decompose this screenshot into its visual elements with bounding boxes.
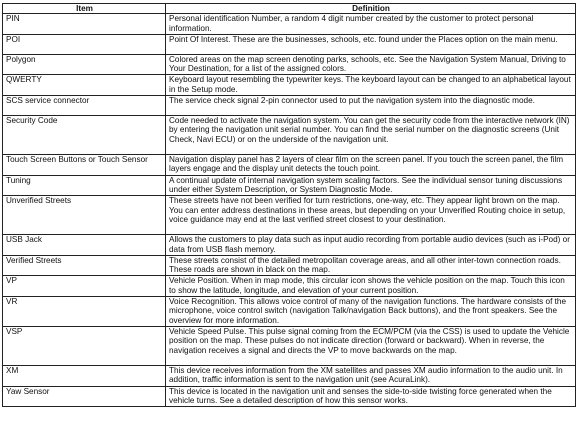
table-row: [3, 235, 576, 256]
definition-cell: These streets consist of the detailed metropolitan coverage areas, and all other inter-town connection roads. These roads are shown in black on the map.: [166, 255, 576, 276]
definition-cell: Personal identification Number, a random 4 digit number created by the customer to protect personal information.: [166, 14, 576, 35]
table-row: [3, 34, 576, 54]
item-cell: Verified Streets: [3, 255, 166, 276]
item-cell: QWERTY: [3, 75, 166, 96]
definition-cell: A continual update of internal navigation system scaling factors. See the individual sensor tuning discussions under either System Description, or System Diagnostic Mode.: [166, 175, 576, 196]
definition-cell: Keyboard layout resembling the typewriter keys. The keyboard layout can be changed to an alphabetical layout in the Setup mode.: [166, 75, 576, 96]
table-row: [3, 365, 576, 386]
item-cell: XM: [3, 365, 166, 386]
glossary-table-body: [3, 14, 576, 407]
table-row: [3, 196, 576, 235]
table-header-row: [3, 4, 576, 14]
item-cell: Yaw Sensor: [3, 386, 166, 407]
item-cell: VP: [3, 276, 166, 297]
item-cell: Security Code: [3, 116, 166, 155]
item-cell: USB Jack: [3, 235, 166, 256]
table-row: [3, 116, 576, 155]
glossary-page: [2, 3, 575, 407]
definition-column-header: Definition: [166, 4, 576, 14]
glossary-table: [2, 3, 576, 407]
definition-cell: Code needed to activate the navigation system. You can get the security code from the interactive network (IN) by entering the navigation unit serial number. You can find the serial number on the diagnostic screens (Unit Check, Navi ECU) or on the underside of the navigation unit.: [166, 116, 576, 155]
definition-cell: Vehicle Speed Pulse. This pulse signal coming from the ECM/PCM (via the CSS) is used to update the Vehicle position on the map. These pulses do not indicate direction (forward or backward). When in reverse, the navigation receives a signal and directs the VP to move backwards on the map.: [166, 326, 576, 365]
item-cell: Unverified Streets: [3, 196, 166, 235]
table-row: [3, 96, 576, 116]
definition-cell: Navigation display panel has 2 layers of clear film on the screen panel. If you touch the screen panel, the film layers engage and the display unit detects the touch point.: [166, 155, 576, 176]
table-row: [3, 326, 576, 365]
item-cell: Touch Screen Buttons or Touch Sensor: [3, 155, 166, 176]
table-row: [3, 155, 576, 176]
item-cell: PIN: [3, 14, 166, 35]
item-cell: VR: [3, 297, 166, 327]
definition-cell: Colored areas on the map screen denoting parks, schools, etc. See the Navigation System Manual, Driving to Your Destination, for a list of the assigned colors.: [166, 54, 576, 75]
definition-cell: These streets have not been verified for turn restrictions, one-way, etc. They appear light brown on the map. You can enter address destinations in these areas, but depending on your Unverified Routing choice in setup, voice guidance may end at the last verified street closest to your destination.: [166, 196, 576, 235]
item-column-header: Item: [3, 4, 166, 14]
definition-cell: Point Of Interest. These are the businesses, schools, etc. found under the Places option on the main menu.: [166, 34, 576, 54]
table-row: [3, 276, 576, 297]
definition-cell: Allows the customers to play data such as input audio recording from portable audio devices (such as i-Pod) or data from USB flash memory.: [166, 235, 576, 256]
item-cell: Polygon: [3, 54, 166, 75]
definition-cell: Vehicle Position. When in map mode, this circular icon shows the vehicle position on the map. Touch this icon to show the latitude, longitude, and elevation of your current position.: [166, 276, 576, 297]
table-row: [3, 54, 576, 75]
definition-cell: The service check signal 2-pin connector used to put the navigation system into the diagnostic mode.: [166, 96, 576, 116]
item-cell: POI: [3, 34, 166, 54]
definition-cell: This device is located in the navigation unit and senses the side-to-side twisting force generated when the vehicle turns. See a detailed description of how this sensor works.: [166, 386, 576, 407]
item-cell: SCS service connector: [3, 96, 166, 116]
item-cell: VSP: [3, 326, 166, 365]
table-row: [3, 255, 576, 276]
table-row: [3, 14, 576, 35]
definition-cell: This device receives information from the XM satellites and passes XM audio information to the audio unit. In addition, traffic information is sent to the navigation unit (see AcuraLink).: [166, 365, 576, 386]
table-row: [3, 175, 576, 196]
item-cell: Tuning: [3, 175, 166, 196]
definition-cell: Voice Recognition. This allows voice control of many of the navigation functions. The hardware consists of the microphone, voice control switch (navigation Talk/navigation Back buttons), and the front speakers. See the overview for more information.: [166, 297, 576, 327]
table-row: [3, 297, 576, 327]
table-row: [3, 386, 576, 407]
table-row: [3, 75, 576, 96]
